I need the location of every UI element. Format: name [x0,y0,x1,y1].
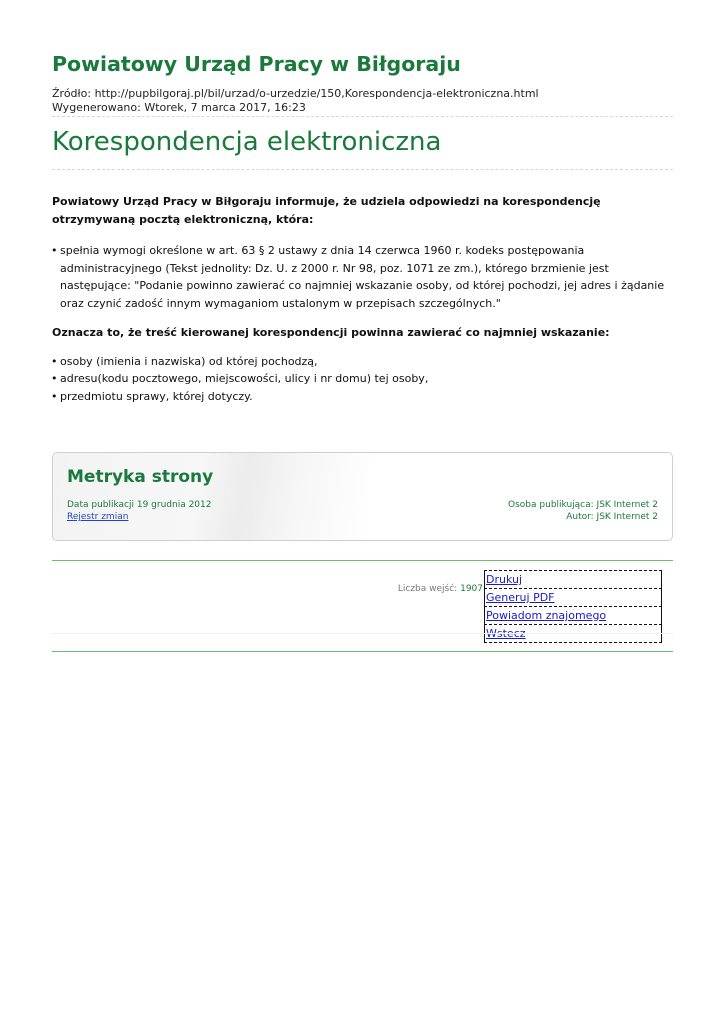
author: Autor: JSK Internet 2 [566,512,658,522]
intro-paragraph: Powiatowy Urząd Pracy w Biłgoraju informuje, że udziela odpowiedzi na korespondencję otrzymywaną pocztą elektroniczną, która: [52,195,601,226]
site-title: Powiatowy Urząd Pracy w Biłgoraju [52,52,461,76]
back-link[interactable]: Wstecz [484,624,662,643]
metrics-author-info [508,499,658,523]
notify-friend-link[interactable]: Powiadom znajomego [484,606,662,624]
requirements-list [52,353,673,406]
source-line: Źródło: http://pupbilgoraj.pl/bil/urzad/o-urzedzie/150,Korespondencja-elektroniczna.html [52,87,539,100]
page-heading: Korespondencja elektroniczna [52,127,442,157]
footer-inner-divider [52,633,673,634]
visits-label: Liczba wejść: [397,584,458,594]
footer-top-divider [52,560,673,561]
metrics-title: Metryka strony [67,467,214,487]
conditions-list [52,242,673,312]
print-link[interactable]: Drukuj [484,570,662,588]
list-item: • spełnia wymogi określone w art. 63 § 2 ustawy z dnia 14 czerwca 1960 r. kodeks postępowania administracyjnego (Tekst jednolity: Dz. U. z 2000 r. Nr 98, poz. 1071 ze zm.), którego brzmienie jest następujące: "Podanie powinno zawierać co najmniej wskazanie osoby, od której pochodzi, jej adres i żądanie oraz czynić zadość innym wymaganiom ustalonym w przepisach szczególnych." [52,242,673,312]
publication-date: Data publikacji 19 grudnia 2012 [67,500,212,510]
list-item: • osoby (imienia i nazwiska) od której pochodzą, [52,353,673,371]
heading-divider [52,169,673,170]
metrics-publication-info [67,499,212,523]
article-content [52,193,673,405]
visit-counter [398,584,483,594]
publisher: Osoba publikująca: JSK Internet 2 [508,500,658,510]
generated-line: Wygenerowano: Wtorek, 7 marca 2017, 16:23 [52,101,306,114]
list-item: • adresu(kodu pocztowego, miejscowości, ulicy i nr domu) tej osoby, [52,370,673,388]
page-metrics-box [52,452,673,541]
footer-bottom-divider [52,651,673,652]
generate-pdf-link[interactable]: Generuj PDF [484,588,662,606]
visits-count: 1907 [460,584,483,594]
list-item: • przedmiotu sprawy, której dotyczy. [52,388,673,406]
requirements-subheading: Oznacza to, że treść kierowanej korespondencji powinna zawierać co najmniej wskazanie: [52,326,610,339]
header-divider [52,116,673,117]
changes-register-link[interactable]: Rejestr zmian [67,512,129,522]
